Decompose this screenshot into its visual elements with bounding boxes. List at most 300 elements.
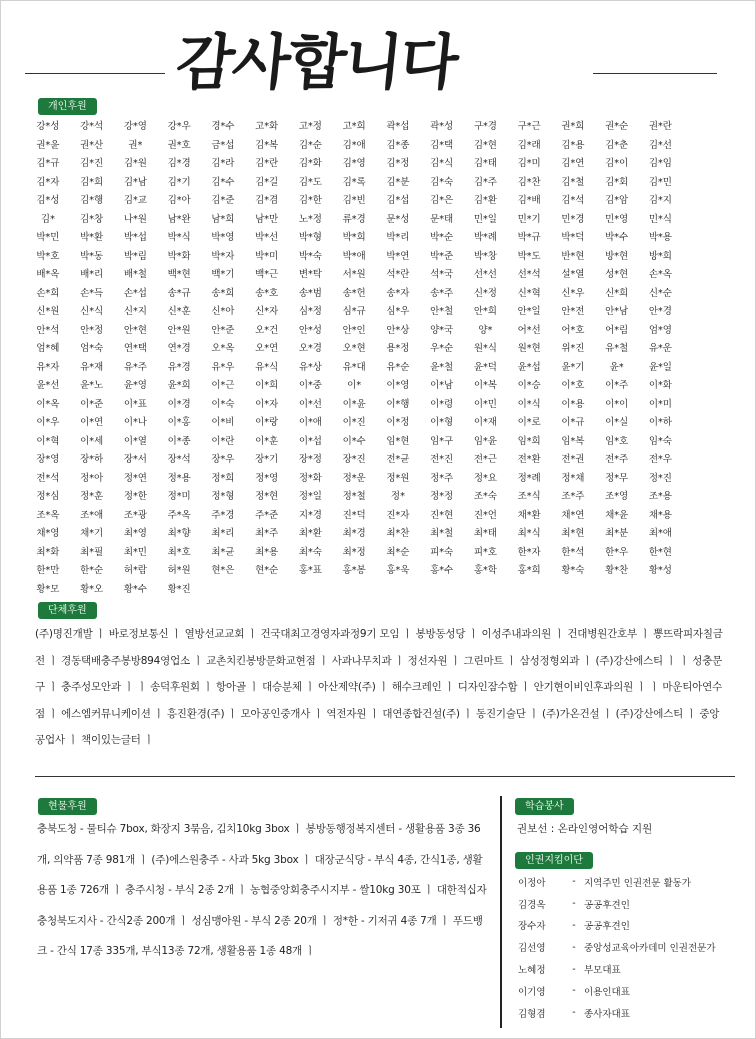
donor-name: 오*옥 [211, 343, 235, 354]
donor-name: 김*영 [342, 158, 366, 169]
donor-name: 안*원 [167, 324, 191, 336]
donor-name: 전*석 [36, 472, 60, 484]
individual-names-grid [26, 118, 726, 599]
donor-name: 조*광 [123, 509, 147, 521]
donor-name: 한*자 [517, 546, 541, 558]
donor-name: 방*현 [605, 250, 629, 262]
donor-name: 엄*혜 [36, 343, 60, 354]
donor-name [682, 507, 726, 526]
donor-name: 윤*노 [80, 380, 104, 391]
donor-name: 김*기 [167, 176, 191, 188]
donor-name: 선*석 [517, 269, 541, 280]
donor-name: 박*영 [211, 232, 235, 243]
guard-member-role: 부모대표 [584, 965, 621, 977]
donor-name: 이*종 [167, 435, 191, 447]
donor-name: 손*옥 [648, 269, 672, 280]
donor-name: 이*란 [211, 435, 235, 447]
donor-name: 전*진 [430, 454, 454, 465]
donor-name: 박*환 [80, 232, 104, 243]
guard-member-role: 공공후견인 [584, 899, 630, 911]
donor-name: 원*식 [473, 343, 497, 354]
donor-name: 구*경 [473, 121, 497, 132]
donor-name [682, 248, 726, 267]
donor-name: 이*경 [167, 398, 191, 410]
donor-name: 정*미 [167, 491, 191, 502]
donor-name: 황*오 [80, 583, 104, 595]
donor-name: 어*선 [517, 324, 541, 336]
donor-name: 정*한 [123, 491, 147, 502]
donor-name: 정*아 [80, 472, 104, 484]
donor-name: 한*현 [648, 546, 672, 558]
donor-name: 고*정 [298, 121, 322, 132]
donor-name: 홍*욱 [386, 565, 410, 576]
donor-name: 장*정 [298, 454, 322, 465]
donor-name: 장*서 [123, 454, 147, 465]
donor-name [682, 192, 726, 211]
donor-name: 김*란 [255, 158, 279, 169]
donor-name: 홍*봉 [342, 565, 366, 576]
donor-name: 전*우 [648, 454, 672, 465]
donor-name: 진*현 [430, 509, 454, 521]
donor-name: 정*요 [473, 472, 497, 484]
donor-name: 채*영 [36, 528, 60, 539]
donor-name: 권* [128, 139, 143, 151]
donor-name: 박*연 [386, 250, 410, 262]
donor-name: 조*옥 [36, 509, 60, 521]
donor-name: 민*기 [517, 213, 541, 225]
donor-name: 송*희 [211, 287, 235, 299]
donor-name: 지*경 [298, 509, 322, 521]
donor-name: 윤*일 [648, 361, 672, 373]
donor-name: 김*수 [211, 176, 235, 188]
donor-name: 박*미 [255, 250, 279, 262]
donor-name: 이*훈 [255, 435, 279, 447]
guard-member-name: 장수자 [518, 921, 546, 933]
donor-name: 금*섭 [211, 139, 235, 151]
donor-name: 최*리 [211, 528, 235, 539]
donor-name: 백*근 [255, 269, 279, 280]
donor-name: 반*현 [561, 250, 585, 262]
donor-name: 김*래 [517, 139, 541, 151]
donor-name: 최*균 [211, 546, 235, 558]
donor-name: 김*순 [298, 139, 322, 151]
donor-name: 안*석 [36, 324, 60, 336]
donor-name: 어*림 [605, 324, 629, 336]
donor-name: 이*열 [123, 435, 147, 447]
title-area [1, 11, 756, 98]
donor-name [682, 488, 726, 507]
donor-name [682, 137, 726, 156]
guard-member-row [518, 871, 748, 893]
donor-name: 안*정 [80, 324, 104, 336]
donor-name: 전*환 [517, 454, 541, 465]
donor-name: 최*주 [255, 528, 279, 539]
donor-name: 김*준 [211, 195, 235, 206]
donor-name: 이*랑 [255, 417, 279, 428]
donor-name: 유*철 [605, 343, 629, 354]
donor-name: 장*우 [211, 454, 235, 465]
donor-name: 박*호 [36, 250, 60, 262]
guard-dash: - [572, 941, 576, 953]
donor-name: 진*덕 [342, 509, 366, 521]
donor-name: 김*복 [255, 139, 279, 151]
title-line-right [593, 73, 717, 74]
donor-name: 유*식 [255, 361, 279, 373]
donor-name: 백*현 [167, 269, 191, 280]
guard-member-role: 지역주민 인권전문 활동가 [584, 877, 691, 889]
donor-name: 윤*선 [36, 380, 60, 391]
donor-name: 곽*성 [430, 121, 454, 132]
donor-name: 어*호 [561, 324, 585, 336]
donor-name: 강*석 [80, 121, 104, 132]
donor-name: 백*기 [211, 269, 235, 280]
donor-name: 신*식 [80, 306, 104, 317]
donor-name [682, 396, 726, 415]
donor-name: 고*희 [342, 121, 366, 132]
donor-name [682, 377, 726, 396]
donor-name: 박*례 [473, 232, 497, 243]
donor-name: 이*복 [473, 380, 497, 391]
donor-name: 한*석 [561, 546, 585, 558]
donor-name: 정*원 [386, 472, 410, 484]
donor-name: 우*순 [430, 343, 454, 354]
donor-name: 김*진 [80, 158, 104, 169]
donor-name: 정*현 [255, 491, 279, 502]
donor-name [682, 229, 726, 248]
donor-name: 최*식 [517, 528, 541, 539]
donor-name: 최*호 [167, 546, 191, 558]
donor-name: 경*수 [211, 121, 235, 132]
donor-name: 석*국 [430, 269, 454, 280]
individual-badge: 개인후원 [38, 98, 97, 115]
donor-name: 최*향 [167, 528, 191, 539]
donor-name: 송*규 [167, 287, 191, 299]
donor-name: 이*섭 [298, 435, 322, 447]
donor-name: 김*은 [430, 195, 454, 206]
donor-name: 전*근 [473, 454, 497, 465]
donor-name: 박*섭 [123, 232, 147, 243]
donor-name: 민*식 [648, 213, 672, 225]
donor-name: 이*정 [386, 417, 410, 428]
donor-name: 정*훈 [80, 491, 104, 502]
guard-dash: - [572, 1007, 576, 1019]
guard-member-name: 김선영 [518, 943, 546, 955]
donor-name: 오*현 [342, 343, 366, 354]
donor-name: 김*자 [36, 176, 60, 188]
donor-name: 최*분 [605, 528, 629, 539]
donor-name: 장*영 [36, 454, 60, 465]
donor-name [682, 525, 726, 544]
donor-name: 홍*표 [298, 565, 322, 576]
donor-name: 박*민 [36, 232, 60, 243]
donor-name: 김*경 [167, 158, 191, 169]
donor-name: 선*선 [473, 269, 497, 280]
donor-name: 정*례 [517, 472, 541, 484]
donor-name: 이*규 [561, 417, 585, 428]
donor-name: 김*길 [255, 176, 279, 188]
donor-name: 유*재 [80, 361, 104, 373]
donor-name: 현*순 [255, 565, 279, 576]
donor-name: 이*연 [80, 417, 104, 428]
donor-name: 김*용 [561, 139, 585, 151]
donor-name: 방*희 [648, 250, 672, 262]
donor-name: 박*동 [80, 250, 104, 262]
donor-name: 오*연 [255, 343, 279, 354]
donor-name: 김*임 [648, 158, 672, 169]
donor-name: 정*채 [561, 472, 585, 484]
donor-name: 최*철 [430, 528, 454, 539]
donor-name: 김*록 [342, 176, 366, 188]
donor-name: 권*희 [561, 121, 585, 132]
donor-name: 신*지 [123, 306, 147, 317]
donor-name: 채*용 [648, 509, 672, 521]
donor-name: 임*현 [386, 435, 410, 447]
donor-name: 양*국 [430, 324, 454, 336]
donor-name: 유*대 [342, 361, 366, 373]
donor-name: 곽*섭 [386, 121, 410, 132]
goods-badge: 현물후원 [38, 798, 97, 815]
donor-name: 정*영 [255, 472, 279, 484]
donor-name: 김*암 [605, 195, 629, 206]
study-volunteer-text: 권보선 : 온라인영어학습 지원 [517, 823, 653, 835]
donor-name: 황*성 [648, 565, 672, 576]
donor-name: 윤* [609, 361, 624, 373]
donor-name: 안*전 [561, 306, 585, 317]
donor-name: 김*회 [605, 176, 629, 188]
donor-name: 이*비 [211, 417, 235, 428]
donor-name: 안*희 [473, 306, 497, 317]
donor-name: 권*호 [167, 139, 191, 151]
donor-name: 강*성 [36, 121, 60, 132]
donor-name: 안*경 [648, 306, 672, 317]
donor-name [682, 285, 726, 304]
guard-member-name: 노혜정 [518, 965, 546, 977]
donor-name: 이*승 [517, 380, 541, 391]
donor-name [682, 359, 726, 378]
donor-name [682, 340, 726, 359]
donor-name: 김*겸 [255, 195, 279, 206]
donor-name: 안*일 [517, 306, 541, 317]
donor-name: 박*용 [648, 232, 672, 243]
donor-name: 변*탁 [298, 269, 322, 280]
donor-name: 이*애 [298, 417, 322, 428]
donor-name: 피*호 [473, 546, 497, 558]
donor-name: 김*현 [473, 139, 497, 151]
donor-name: 신*원 [36, 306, 60, 317]
donor-name: 연*경 [167, 343, 191, 354]
donor-name: 박*식 [167, 232, 191, 243]
donor-name: 정*무 [605, 472, 629, 484]
guard-dash: - [572, 898, 576, 910]
donor-name: 최*찬 [386, 528, 410, 539]
guard-member-name: 김형겸 [518, 1008, 546, 1020]
donor-name: 박*애 [342, 250, 366, 262]
donor-name: 윤*기 [561, 361, 585, 373]
donor-name: 유*운 [648, 343, 672, 354]
donor-name: 이*주 [605, 380, 629, 391]
donor-name: 김*아 [167, 195, 191, 206]
guard-member-name: 이기영 [518, 986, 546, 998]
donor-name: 송*자 [386, 287, 410, 299]
donor-name: 이* [347, 380, 362, 391]
donor-name: 김*도 [298, 176, 322, 188]
guard-member-role: 이용인대표 [584, 986, 630, 998]
donor-name: 조*숙 [473, 491, 497, 502]
donor-name [682, 433, 726, 452]
donor-name: 박*숙 [298, 250, 322, 262]
donor-name: 강*영 [123, 121, 147, 132]
donor-name: 이*호 [561, 380, 585, 391]
donor-name: 김*찬 [517, 176, 541, 188]
donor-name: 김*태 [473, 158, 497, 169]
donor-name: 안*남 [605, 306, 629, 317]
donor-name: 이*근 [211, 380, 235, 391]
donor-name: 나*원 [123, 213, 147, 225]
guard-dash: - [572, 919, 576, 931]
donor-name [682, 322, 726, 341]
donor-name: 조*주 [561, 491, 585, 502]
donor-name [682, 303, 726, 322]
guard-member-row [518, 915, 748, 937]
donor-name: 김*숙 [430, 176, 454, 188]
donor-name: 이*수 [342, 435, 366, 447]
donor-name: 장*하 [80, 454, 104, 465]
donor-name: 엄*영 [648, 324, 672, 336]
donor-name: 김*주 [473, 176, 497, 188]
donor-name: 황*진 [167, 583, 191, 595]
donor-name: 권*순 [605, 121, 629, 132]
donor-name: 신*희 [605, 287, 629, 299]
donor-name [682, 544, 726, 563]
donor-name: 최*순 [386, 546, 410, 558]
donor-name: 임*복 [561, 435, 585, 447]
donor-name: 이*희 [255, 380, 279, 391]
donor-name: 정* [390, 491, 405, 502]
donor-name: 안*준 [211, 324, 235, 336]
donor-name: 김*원 [123, 158, 147, 169]
donor-name: 임*구 [430, 435, 454, 447]
donor-name: 주*준 [255, 509, 279, 521]
donor-name: 김*교 [123, 195, 147, 206]
donor-name: 임*호 [605, 435, 629, 447]
donor-name: 구*근 [517, 121, 541, 132]
guard-badge: 인권지킴이단 [515, 852, 593, 869]
donor-name: 유*순 [386, 361, 410, 373]
donor-name: 임*윤 [473, 435, 497, 447]
donor-name: 심*정 [298, 306, 322, 317]
donor-name: 한*우 [605, 546, 629, 558]
donor-name [682, 470, 726, 489]
goods-donors-text: 충북도청 - 물티슈 7box, 화장지 3묶음, 김치10kg 3box ㅣ 봉방동행정복지센터 - 생활용품 3종 36개, 의약품 7종 981개 ㅣ (주)에스원충주 - 사과 5kg 3box ㅣ 대장군식당 - 부식 4종, 간식1종, 생활용품 1종 726개 ㅣ 충주시청 - 부식 2종 2개 ㅣ 농협중앙회충주시지부 - 쌀10kg 30포 ㅣ 대한적십자 충청북도지사 - 간식2종 200개 ㅣ 성심맹아원 - 부식 2종 20개 ㅣ 정*한 - 기저귀 4종 7개 ㅣ 푸드뱅크 - 간식 17종 335개, 부식13종 72개, 생활용품 1종 48개 ㅣ [37, 823, 487, 957]
donor-name: 진*자 [386, 509, 410, 521]
donor-name: 이*숙 [211, 398, 235, 410]
donor-name: 위*진 [561, 343, 585, 354]
guard-member-row [518, 1002, 748, 1024]
donor-name: 윤*희 [167, 380, 191, 391]
donor-name: 최*숙 [298, 546, 322, 558]
guard-dash: - [572, 963, 576, 975]
donor-name [682, 211, 726, 230]
donor-name: 박*덕 [561, 232, 585, 243]
donor-name: 이*남 [430, 380, 454, 391]
donor-name: 이*자 [255, 398, 279, 410]
donor-name: 오*경 [298, 343, 322, 354]
donor-name: 정*용 [167, 472, 191, 484]
donor-name: 전*주 [605, 454, 629, 465]
donor-name: 문*성 [386, 213, 410, 225]
title-line-left [25, 73, 165, 74]
donor-name: 한*순 [80, 565, 104, 576]
donor-name: 박*화 [167, 250, 191, 262]
donor-name: 이*령 [430, 398, 454, 410]
donor-name: 이*하 [648, 417, 672, 428]
donor-name: 김*종 [386, 139, 410, 151]
vertical-divider [500, 796, 502, 1028]
donor-name: 이*행 [386, 398, 410, 410]
donor-name: 연*택 [123, 343, 147, 354]
guard-member-row [518, 958, 748, 980]
donor-name: 황*모 [36, 583, 60, 595]
donor-name: 안*철 [430, 306, 454, 317]
guard-member-row [518, 893, 748, 915]
donor-name: 민*영 [605, 213, 629, 225]
donor-name: 김*라 [211, 158, 235, 169]
donor-name: 채*기 [80, 528, 104, 539]
donor-name: 신*정 [473, 287, 497, 299]
guard-member-name: 김경옥 [518, 899, 546, 911]
donor-name: 김*환 [473, 195, 497, 206]
donor-name: 장*석 [167, 454, 191, 465]
donor-name: 김*한 [298, 195, 322, 206]
donor-name: 최*민 [123, 546, 147, 558]
donor-name: 정*일 [298, 491, 322, 502]
donor-name: 박*자 [211, 250, 235, 262]
donor-name: 진*언 [473, 509, 497, 521]
donor-name: 김*연 [561, 158, 585, 169]
donor-name: 이*화 [648, 380, 672, 391]
donor-name: 채*윤 [605, 509, 629, 521]
donor-name: 손*득 [80, 287, 104, 299]
donor-name: 양* [478, 324, 493, 336]
donor-name: 허*람 [123, 565, 147, 576]
donor-name: 유*우 [211, 361, 235, 373]
donor-name: 홍*수 [430, 565, 454, 576]
donor-name: 홍*희 [517, 565, 541, 576]
donor-name: 정*희 [211, 472, 235, 484]
donor-name: 이*중 [298, 380, 322, 391]
donor-name: 박*창 [473, 250, 497, 262]
donor-name: 이*민 [473, 398, 497, 410]
donor-name: 박*희 [342, 232, 366, 243]
donor-name: 전*균 [386, 454, 410, 465]
donor-name: 고*화 [255, 121, 279, 132]
donor-name: 정*화 [298, 472, 322, 484]
section-divider [35, 776, 735, 777]
donor-name [682, 118, 726, 137]
donor-name: 허*원 [167, 565, 191, 576]
donor-name: 이*진 [342, 417, 366, 428]
donor-name: 현*은 [211, 565, 235, 576]
donor-name: 최*정 [342, 546, 366, 558]
donor-name: 김*식 [430, 158, 454, 169]
donor-name: 문*태 [430, 213, 454, 225]
donor-name: 김*성 [36, 195, 60, 206]
donor-name: 최*필 [80, 546, 104, 558]
donor-name: 이*우 [36, 417, 60, 428]
donor-name: 이*실 [605, 417, 629, 428]
study-badge: 학습봉사 [515, 798, 574, 815]
donor-name: 이*재 [473, 417, 497, 428]
